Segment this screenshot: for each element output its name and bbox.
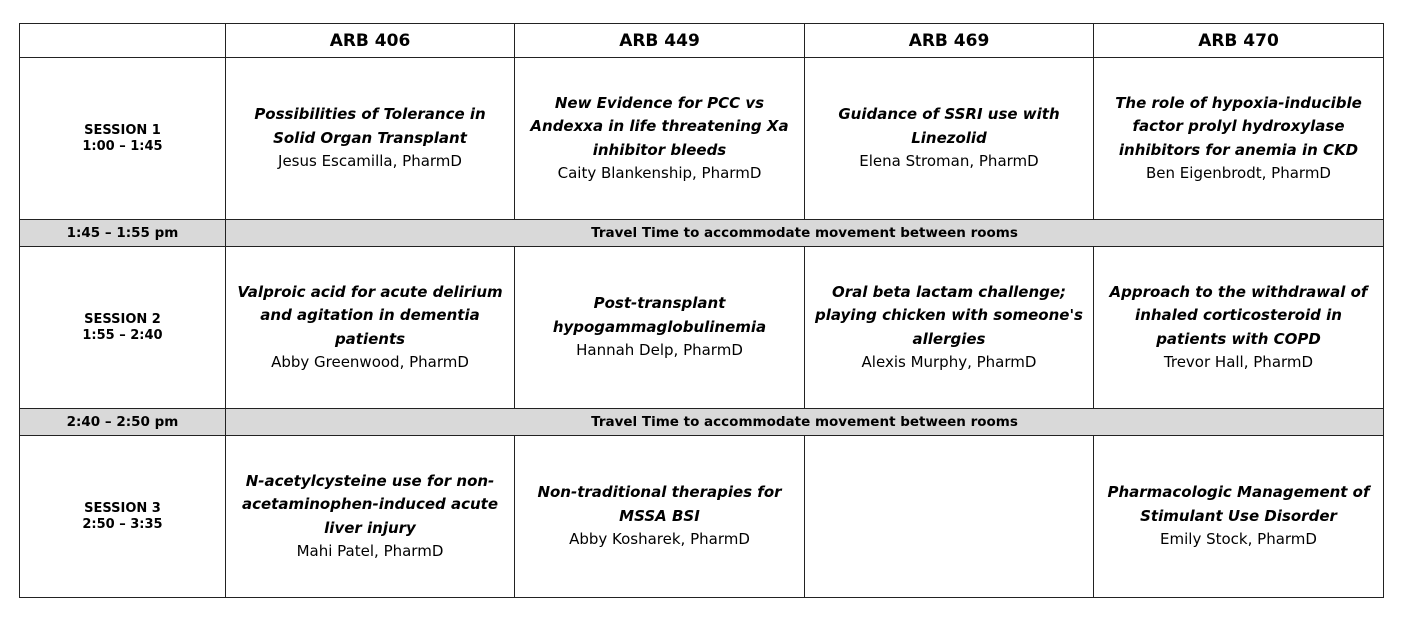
session-label-cell — [20, 436, 226, 598]
talk-title: Approach to the withdrawal of inhaled corticosteroid in patients with COPD — [1109, 282, 1368, 348]
talk-presenter: Alexis Murphy, PharmD — [861, 353, 1037, 371]
travel-message: Travel Time to accommodate movement between rooms — [226, 409, 1384, 436]
talk-cell — [226, 58, 515, 220]
talk-presenter: Emily Stock, PharmD — [1160, 530, 1317, 549]
talk-presenter: Trevor Hall, PharmD — [1163, 353, 1314, 371]
travel-row — [20, 220, 1384, 247]
corner-cell — [20, 24, 226, 58]
session-row — [20, 58, 1384, 220]
talk-cell — [1094, 436, 1384, 598]
talk-cell — [1094, 58, 1384, 220]
talk-cell — [805, 247, 1094, 409]
talk-title: Oral beta lactam challenge; playing chicken with someone's allergies — [814, 282, 1083, 348]
talk-cell — [226, 436, 515, 598]
session-name: SESSION 3 — [84, 500, 161, 516]
talk-title: Possibilities of Tolerance in Solid Organ Transplant — [254, 105, 486, 147]
talk-cell — [226, 247, 515, 409]
talk-presenter: Abby Greenwood, PharmD — [271, 353, 469, 371]
talk-cell — [1094, 247, 1384, 409]
talk-presenter: Elena Stroman, PharmD — [859, 152, 1039, 171]
talk-cell — [515, 436, 805, 598]
talk-title: Guidance of SSRI use with Linezolid — [838, 105, 1060, 147]
travel-time: 1:45 – 1:55 pm — [20, 220, 226, 247]
talk-title: Post-transplant hypogammaglobulinemia — [552, 294, 767, 336]
room-header: ARB 470 — [1094, 24, 1384, 58]
talk-presenter: Jesus Escamilla, PharmD — [278, 152, 462, 171]
talk-cell — [805, 58, 1094, 220]
session-row — [20, 247, 1384, 409]
talk-presenter: Hannah Delp, PharmD — [576, 341, 743, 360]
talk-title: New Evidence for PCC vs Andexxa in life threatening Xa inhibitor bleeds — [530, 93, 789, 159]
room-header: ARB 406 — [226, 24, 515, 58]
session-time: 1:55 – 2:40 — [82, 327, 163, 343]
session-label-cell — [20, 247, 226, 409]
room-header: ARB 449 — [515, 24, 805, 58]
travel-time: 2:40 – 2:50 pm — [20, 409, 226, 436]
room-header: ARB 469 — [805, 24, 1094, 58]
travel-message: Travel Time to accommodate movement between rooms — [226, 220, 1384, 247]
session-name: SESSION 2 — [84, 311, 161, 327]
session-time: 2:50 – 3:35 — [82, 516, 163, 532]
talk-title: Non-traditional therapies for MSSA BSI — [537, 483, 782, 525]
talk-title: The role of hypoxia-inducible factor prolyl hydroxylase inhibitors for anemia in CKD — [1115, 93, 1362, 159]
talk-cell — [515, 58, 805, 220]
talk-cell — [515, 247, 805, 409]
schedule-table — [19, 23, 1384, 598]
talk-presenter: Abby Kosharek, PharmD — [569, 530, 750, 549]
travel-row — [20, 409, 1384, 436]
session-row — [20, 436, 1384, 598]
talk-cell-empty — [805, 436, 1094, 598]
room-header-row — [20, 24, 1384, 58]
talk-presenter: Ben Eigenbrodt, PharmD — [1146, 164, 1331, 182]
talk-presenter: Mahi Patel, PharmD — [296, 542, 444, 560]
talk-presenter: Caity Blankenship, PharmD — [557, 164, 762, 182]
talk-title: Valproic acid for acute delirium and agitation in dementia patients — [237, 282, 503, 348]
session-label-cell — [20, 58, 226, 220]
talk-title: Pharmacologic Management of Stimulant Use Disorder — [1107, 483, 1370, 525]
session-time: 1:00 – 1:45 — [82, 138, 163, 154]
session-name: SESSION 1 — [84, 122, 161, 138]
talk-title: N-acetylcysteine use for non-acetaminophen-induced acute liver injury — [241, 471, 499, 537]
